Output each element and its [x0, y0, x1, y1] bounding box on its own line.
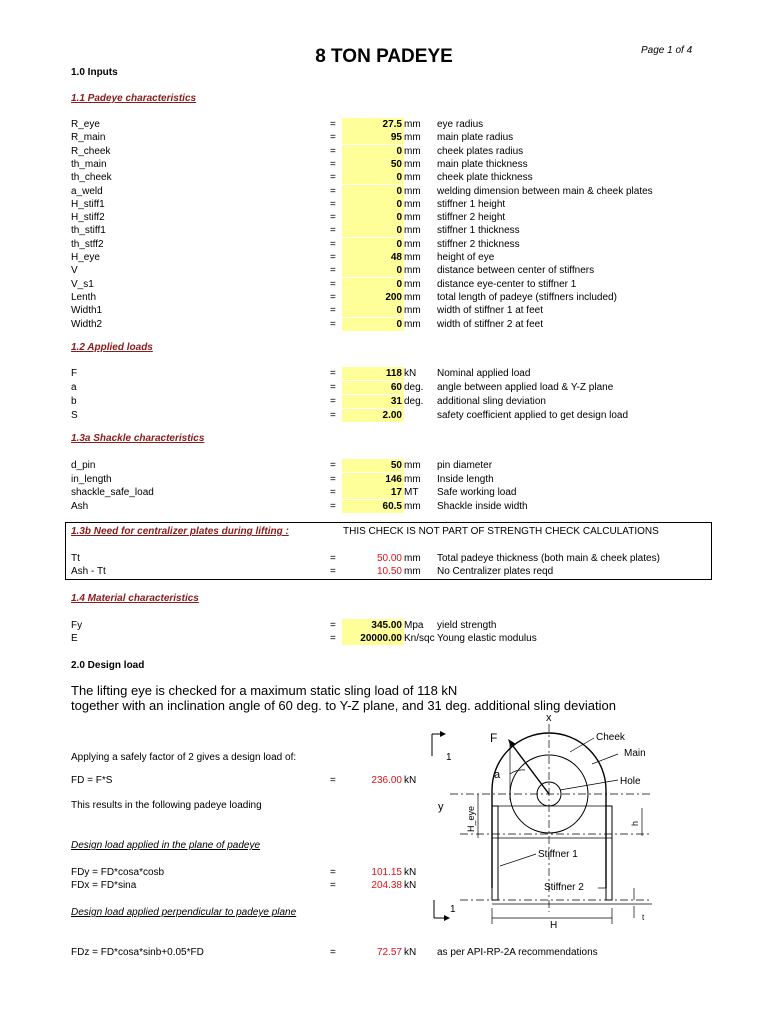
param-value: 0: [342, 238, 404, 251]
label-a: a: [494, 769, 501, 781]
section-padeye: 1.1 Padeye characteristics: [71, 93, 197, 104]
equals-sign: =: [330, 500, 336, 512]
design-paragraph-2: together with an inclination angle of 60 deg. to Y-Z plane, and 31 deg. additional sling deviation: [71, 698, 616, 713]
section-design: 2.0 Design load: [71, 660, 145, 671]
label-y: y: [438, 801, 444, 813]
param-description: stiffner 2 height: [437, 212, 506, 224]
equals-sign: =: [330, 368, 336, 379]
label-h-eye: H_eye: [466, 805, 476, 832]
param-description: cheek plates radius: [437, 145, 524, 157]
padeye-rows-item: [0, 185, 768, 198]
param-value: 0: [342, 264, 404, 277]
param-description: eye radius: [437, 119, 484, 130]
equals-sign: =: [330, 212, 336, 224]
padeye-rows-item: [0, 304, 768, 317]
param-value: 0: [342, 211, 404, 224]
section-material: 1.4 Material characteristics: [71, 593, 199, 604]
fdx-value: 204.38: [371, 880, 402, 891]
param-description: distance eye-center to stiffner 1: [437, 278, 577, 290]
param-label: H_stiff1: [71, 198, 105, 210]
param-description: height of eye: [437, 252, 495, 263]
fdz-note: as per API-RP-2A recommendations: [437, 947, 598, 958]
param-label: th_stiff1: [71, 225, 106, 237]
param-label: th_cheek: [71, 172, 112, 184]
label-main: Main: [624, 748, 646, 759]
fdz-value: 72.57: [376, 947, 402, 958]
param-value: 60.5: [342, 500, 404, 513]
param-description: No Centralizer plates reqd: [437, 566, 554, 577]
padeye-rows-item: [0, 198, 768, 211]
param-description: Shackle inside width: [437, 500, 528, 512]
param-label: H_eye: [71, 252, 100, 263]
centralizer-rows-item: [0, 565, 768, 578]
param-label: S: [71, 410, 78, 421]
param-value: 0: [342, 171, 404, 184]
padeye-rows-item: [0, 318, 768, 331]
padeye-rows-item: [0, 251, 768, 264]
equals-sign: =: [330, 119, 336, 130]
param-value: 50: [342, 459, 404, 472]
fdx-unit: kN: [404, 880, 417, 891]
padeye-rows-item: [0, 171, 768, 184]
param-unit: mm: [404, 252, 421, 263]
param-label: th_main: [71, 158, 107, 170]
section-loads: 1.2 Applied loads: [71, 342, 153, 353]
param-description: safety coefficient applied to get design load: [437, 410, 629, 421]
label-stiffener-2: Stiffner 2: [544, 882, 584, 893]
param-description: distance between center of stiffners: [437, 265, 595, 277]
equals-sign: =: [330, 145, 336, 157]
param-value: 48: [342, 251, 404, 264]
param-description: additional sling deviation: [437, 396, 546, 407]
param-description: stiffner 1 thickness: [437, 225, 520, 237]
equals-sign: =: [330, 225, 336, 237]
padeye-rows-item: [0, 278, 768, 291]
material-rows-item: [0, 632, 768, 645]
param-unit: deg.: [404, 396, 424, 407]
param-label: H_stiff2: [71, 212, 105, 224]
equals-sign: =: [330, 410, 336, 421]
param-description: main plate radius: [437, 132, 514, 144]
param-label: b: [71, 396, 77, 407]
param-description: total length of padeye (stiffners included): [437, 291, 617, 303]
param-unit: MT: [404, 487, 419, 498]
shackle-rows-item: [0, 473, 768, 486]
equals-sign: =: [330, 473, 336, 485]
param-label: R_cheek: [71, 145, 111, 157]
section-centralizer: 1.3b Need for centralizer plates during lifting :: [71, 526, 289, 537]
padeye-rows-item: [0, 145, 768, 158]
equals-sign: =: [330, 238, 336, 250]
param-unit: mm: [404, 132, 421, 144]
param-label: d_pin: [71, 460, 96, 471]
param-label: in_length: [71, 473, 112, 485]
param-value: 2.00: [342, 409, 404, 422]
stiffener-left: [492, 806, 498, 900]
param-description: width of stiffner 1 at feet: [437, 305, 543, 317]
param-description: welding dimension between main & cheek plates: [437, 185, 653, 197]
param-unit: mm: [404, 460, 421, 471]
equals-sign: =: [330, 198, 336, 210]
label-t: t: [642, 913, 645, 922]
param-label: Tt: [71, 553, 80, 564]
padeye-rows-item: [0, 211, 768, 224]
equals-sign: =: [330, 775, 336, 786]
param-description: Inside length: [437, 473, 494, 485]
param-description: main plate thickness: [437, 158, 528, 170]
param-value: 50.00: [376, 553, 402, 564]
param-unit: mm: [404, 172, 421, 184]
fd-value: 236.00: [371, 775, 402, 786]
param-label: R_main: [71, 132, 106, 144]
padeye-rows-item: [0, 291, 768, 304]
padeye-rows-item: [0, 224, 768, 237]
equals-sign: =: [330, 132, 336, 144]
equals-sign: =: [330, 291, 336, 303]
label-F: F: [490, 731, 498, 745]
inplane-heading: Design load applied in the plane of padeye: [71, 840, 261, 851]
param-label: Width1: [71, 305, 103, 317]
fdz-row: [0, 946, 768, 959]
param-unit: mm: [404, 291, 421, 303]
centralizer-note: THIS CHECK IS NOT PART OF STRENGTH CHECK CALCULATIONS: [343, 526, 659, 537]
result-text: This results in the following padeye loading: [71, 800, 262, 811]
equals-sign: =: [330, 158, 336, 170]
padeye-rows-item: [0, 238, 768, 251]
param-unit: mm: [404, 566, 421, 577]
fdy-label: FDy = FD*cosa*cosb: [71, 867, 165, 878]
fdy-value: 101.15: [371, 867, 402, 878]
param-label: Ash: [71, 500, 89, 512]
padeye-rows-item: [0, 158, 768, 171]
equals-sign: =: [330, 265, 336, 277]
param-unit: deg.: [404, 382, 424, 393]
param-unit: Mpa: [404, 620, 424, 631]
param-value: 31: [342, 395, 404, 408]
fd-label: FD = F*S: [71, 775, 113, 786]
param-description: Safe working load: [437, 487, 517, 498]
shackle-rows-item: [0, 486, 768, 499]
param-unit: mm: [404, 553, 421, 564]
equals-sign: =: [330, 172, 336, 184]
load-rows-item: [0, 409, 768, 422]
param-unit: mm: [404, 198, 421, 210]
load-rows-item: [0, 395, 768, 408]
equals-sign: =: [330, 867, 336, 878]
load-rows-item: [0, 381, 768, 394]
param-value: 17: [342, 486, 404, 499]
equals-sign: =: [330, 566, 336, 577]
param-label: a: [71, 382, 77, 393]
param-value: 0: [342, 145, 404, 158]
param-value: 0: [342, 185, 404, 198]
param-label: a_weld: [71, 185, 103, 197]
material-rows-item: [0, 619, 768, 632]
equals-sign: =: [330, 305, 336, 317]
equals-sign: =: [330, 880, 336, 891]
equals-sign: =: [330, 396, 336, 407]
param-unit: mm: [404, 145, 421, 157]
param-label: Fy: [71, 620, 83, 631]
equals-sign: =: [330, 947, 336, 958]
param-unit: mm: [404, 278, 421, 290]
padeye-rows-item: [0, 264, 768, 277]
equals-sign: =: [330, 633, 336, 644]
param-unit: mm: [404, 305, 421, 317]
param-value: 50: [342, 158, 404, 171]
equals-sign: =: [330, 553, 336, 564]
param-value: 20000.00: [342, 632, 404, 645]
param-label: Width2: [71, 318, 103, 330]
shackle-rows-item: [0, 500, 768, 513]
param-value: 146: [342, 473, 404, 486]
equals-sign: =: [330, 620, 336, 631]
equals-sign: =: [330, 278, 336, 290]
fdx-label: FDx = FD*sina: [71, 880, 137, 891]
param-label: R_eye: [71, 119, 100, 130]
padeye-rows-item: [0, 118, 768, 131]
load-rows-item: [0, 367, 768, 380]
safety-text: Applying a safely factor of 2 gives a design load of:: [71, 752, 297, 763]
param-unit: mm: [404, 158, 421, 170]
param-description: stiffner 2 thickness: [437, 238, 520, 250]
equals-sign: =: [330, 318, 336, 330]
equals-sign: =: [330, 460, 336, 471]
param-description: Young elastic modulus: [437, 633, 537, 644]
fdz-label: FDz = FD*cosa*sinb+0.05*FD: [71, 947, 204, 958]
param-unit: mm: [404, 119, 421, 130]
param-unit: mm: [404, 225, 421, 237]
param-value: 0: [342, 318, 404, 331]
param-value: 10.50: [376, 566, 402, 577]
param-unit: kN: [404, 368, 417, 379]
equals-sign: =: [330, 185, 336, 197]
section-shackle: 1.3a Shackle characteristics: [71, 433, 205, 444]
param-label: E: [71, 633, 78, 644]
param-unit: mm: [404, 185, 421, 197]
label-one-bottom: 1: [450, 904, 456, 915]
param-unit: mm: [404, 500, 421, 512]
padeye-diagram: [420, 712, 680, 938]
equals-sign: =: [330, 382, 336, 393]
fdy-unit: kN: [404, 867, 417, 878]
load-arrow: [510, 742, 549, 794]
param-label: th_stff2: [71, 238, 104, 250]
param-unit: Kn/sqc: [404, 633, 435, 644]
param-label: Lenth: [71, 291, 97, 303]
label-hole: Hole: [620, 776, 641, 787]
param-value: 0: [342, 198, 404, 211]
param-value: 200: [342, 291, 404, 304]
param-value: 0: [342, 224, 404, 237]
param-value: 0: [342, 304, 404, 317]
param-unit: mm: [404, 318, 421, 330]
param-unit: mm: [404, 473, 421, 485]
label-cheek: Cheek: [596, 732, 625, 743]
param-unit: mm: [404, 212, 421, 224]
param-unit: mm: [404, 238, 421, 250]
label-H: H: [550, 920, 558, 931]
section-inputs: 1.0 Inputs: [71, 67, 118, 78]
param-description: cheek plate thickness: [437, 172, 533, 184]
param-value: 118: [342, 367, 404, 380]
equals-sign: =: [330, 487, 336, 498]
param-unit: mm: [404, 265, 421, 277]
padeye-rows-item: [0, 131, 768, 144]
page-title: 8 TON PADEYE: [315, 46, 453, 67]
label-stiffener-1: Stiffner 1: [538, 849, 578, 860]
param-description: Nominal applied load: [437, 368, 531, 379]
param-value: 95: [342, 131, 404, 144]
stiffener-right: [606, 806, 612, 900]
shackle-rows-item: [0, 459, 768, 472]
equals-sign: =: [330, 252, 336, 263]
param-description: angle between applied load & Y-Z plane: [437, 382, 614, 393]
param-value: 60: [342, 381, 404, 394]
label-h: h: [630, 820, 640, 826]
param-label: shackle_safe_load: [71, 487, 154, 498]
centralizer-rows-item: [0, 552, 768, 565]
label-one-top: 1: [446, 752, 452, 763]
param-description: pin diameter: [437, 460, 493, 471]
label-x: x: [546, 712, 552, 724]
param-label: V_s1: [71, 278, 94, 290]
page-number: Page 1 of 4: [641, 45, 693, 56]
fdz-unit: kN: [404, 947, 417, 958]
param-label: V: [71, 265, 78, 277]
param-value: 27.5: [342, 118, 404, 131]
design-paragraph-1: The lifting eye is checked for a maximum static sling load of 118 kN: [71, 683, 458, 698]
param-description: width of stiffner 2 at feet: [437, 318, 543, 330]
param-label: Ash - Tt: [71, 566, 106, 577]
perp-heading: Design load applied perpendicular to padeye plane: [71, 907, 297, 918]
param-label: F: [71, 368, 78, 379]
fd-unit: kN: [404, 775, 417, 786]
param-description: Total padeye thickness (both main & cheek plates): [437, 553, 660, 564]
param-value: 0: [342, 278, 404, 291]
param-description: yield strength: [437, 620, 497, 631]
param-value: 345.00: [342, 619, 404, 632]
param-description: stiffner 1 height: [437, 198, 506, 210]
